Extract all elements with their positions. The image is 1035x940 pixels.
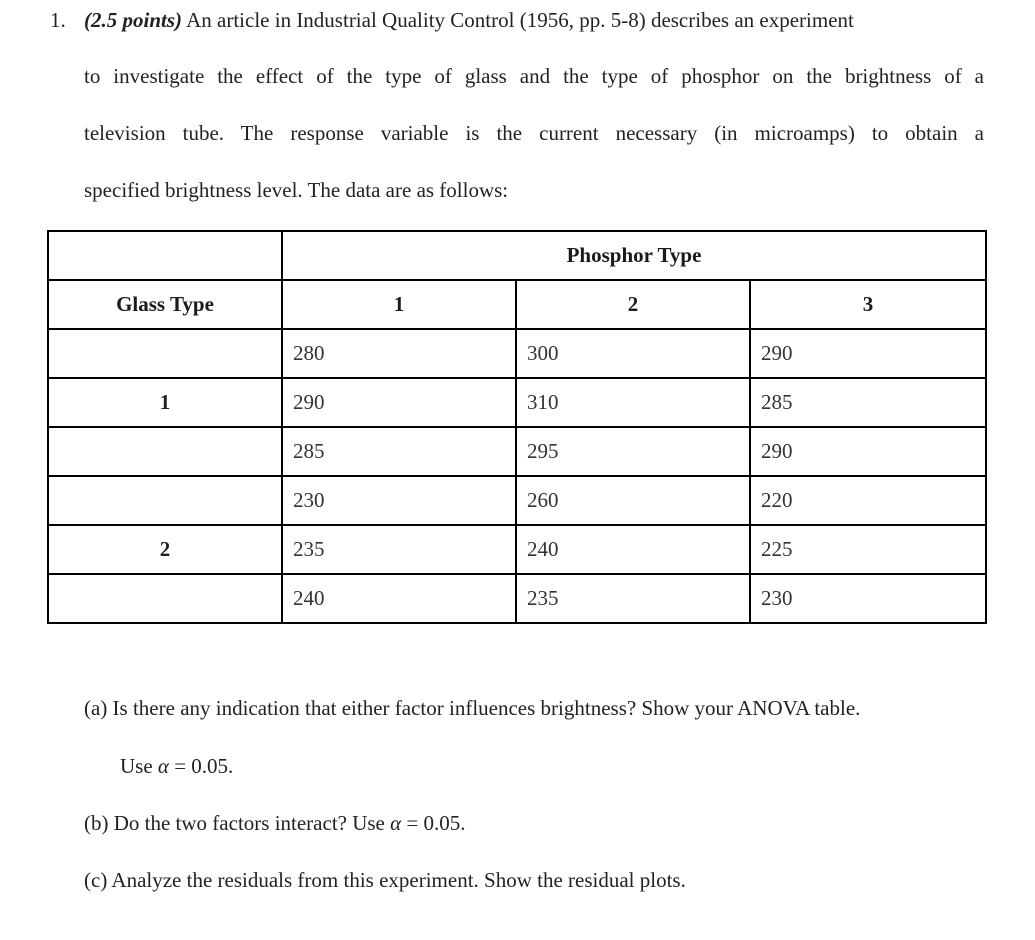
glass-cell [48, 427, 282, 476]
question-b [84, 809, 466, 837]
problem-number: 1. [50, 8, 66, 32]
value-cell: 225 [750, 525, 986, 574]
glass-cell [48, 476, 282, 525]
value-cell: 260 [516, 476, 750, 525]
value-cell: 230 [282, 476, 516, 525]
intro-line-4: specified brightness level. The data are as follows: [84, 178, 509, 202]
phosphor-label-1: 1 [282, 280, 516, 329]
value-cell: 285 [282, 427, 516, 476]
value-cell: 240 [516, 525, 750, 574]
points-label: (2.5 points) [84, 8, 183, 32]
value-cell: 240 [282, 574, 516, 623]
value-cell: 295 [516, 427, 750, 476]
glass-cell [48, 329, 282, 378]
value-cell: 230 [750, 574, 986, 623]
table-row [48, 427, 986, 476]
table-row [48, 378, 986, 427]
phosphor-label-2: 2 [516, 280, 750, 329]
table-header-row-top [48, 231, 986, 280]
table-row [48, 476, 986, 525]
question-a-use-text: Use [120, 754, 158, 778]
intro-line-3: television tube. The response variable is the current necessary (in microamps) to obtain a [84, 121, 984, 145]
intro-line-1-text: An article in Industrial Quality Control (1956, pp. 5-8) describes an experiment [186, 8, 854, 32]
value-cell: 280 [282, 329, 516, 378]
intro-line-2: to investigate the effect of the type of glass and the type of phosphor on the brightness of a [84, 64, 984, 88]
intro-line-1 [84, 6, 984, 34]
brightness-data-table [47, 230, 987, 624]
value-cell: 290 [282, 378, 516, 427]
value-cell: 285 [750, 378, 986, 427]
table-row [48, 329, 986, 378]
phosphor-label-3: 3 [750, 280, 986, 329]
glass-cell [48, 574, 282, 623]
alpha-value-b: = 0.05. [401, 811, 466, 835]
glass-type-header: Glass Type [48, 280, 282, 329]
table-corner-cell [48, 231, 282, 280]
value-cell: 235 [282, 525, 516, 574]
alpha-value-a: = 0.05. [168, 754, 234, 778]
table-header-row-labels [48, 280, 986, 329]
question-c: (c) Analyze the residuals from this experiment. Show the residual plots. [84, 868, 686, 892]
question-a-line-2 [120, 752, 233, 780]
table-row [48, 574, 986, 623]
value-cell: 220 [750, 476, 986, 525]
table-row [48, 525, 986, 574]
question-a-line-1: (a) Is there any indication that either factor influences brightness? Show your ANOVA table. [84, 696, 861, 720]
value-cell: 310 [516, 378, 750, 427]
value-cell: 290 [750, 329, 986, 378]
value-cell: 300 [516, 329, 750, 378]
value-cell: 290 [750, 427, 986, 476]
question-b-text: (b) Do the two factors interact? Use [84, 811, 391, 835]
glass-cell: 2 [48, 525, 282, 574]
phosphor-type-header: Phosphor Type [282, 231, 986, 280]
alpha-symbol-a: α [157, 754, 169, 778]
glass-cell: 1 [48, 378, 282, 427]
alpha-symbol-b: α [390, 811, 402, 835]
value-cell: 235 [516, 574, 750, 623]
